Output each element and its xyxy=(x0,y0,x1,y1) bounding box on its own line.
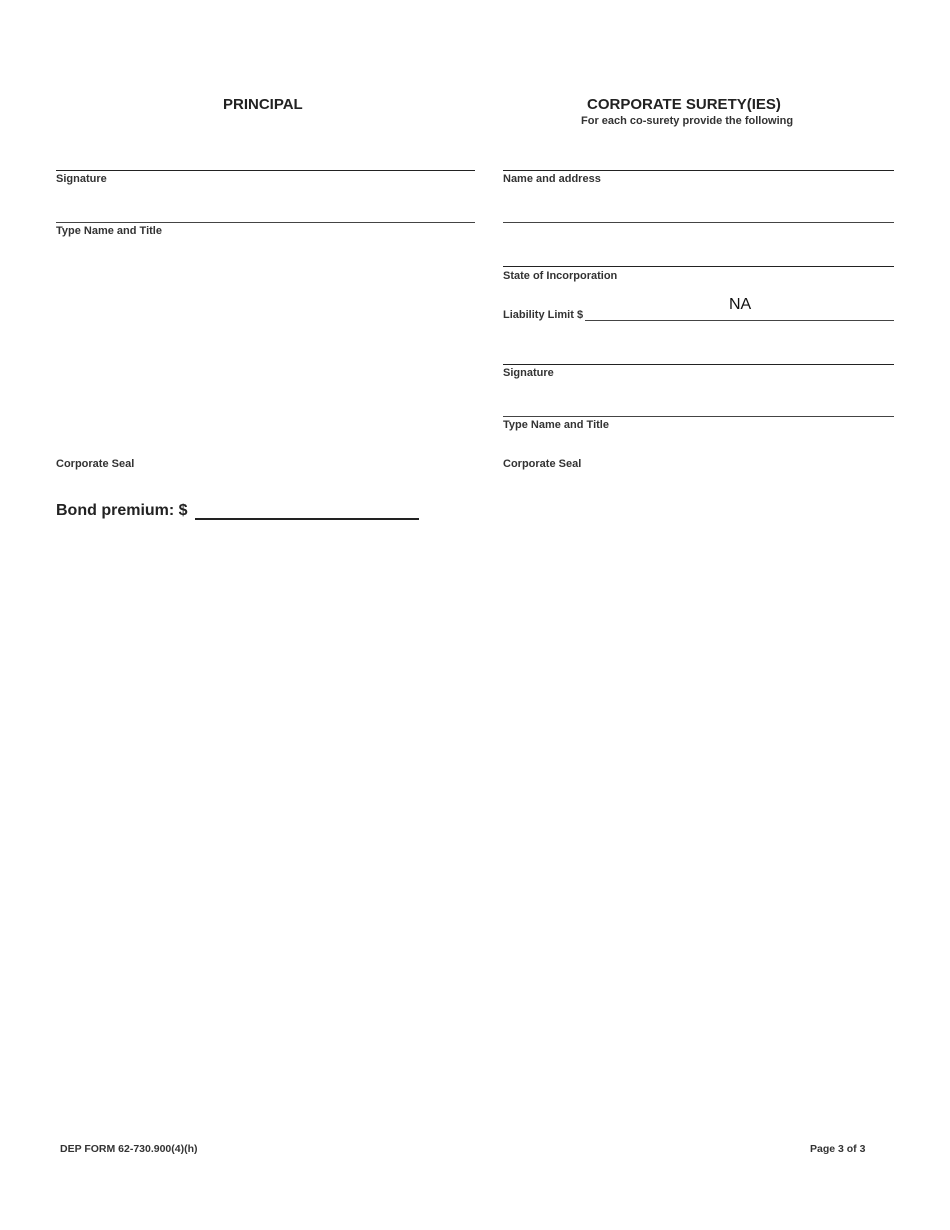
surety-liability-limit-label: Liability Limit $ xyxy=(503,309,584,321)
form-number: DEP FORM 62-730.900(4)(h) xyxy=(60,1143,198,1155)
principal-signature-line[interactable] xyxy=(56,170,475,171)
surety-state-incorporation-line[interactable] xyxy=(503,266,894,267)
surety-signature-line[interactable] xyxy=(503,364,894,365)
surety-state-incorporation-label: State of Incorporation xyxy=(503,270,618,282)
bond-premium-label: Bond premium: $ xyxy=(56,502,188,519)
principal-type-name-title-line[interactable] xyxy=(56,222,475,223)
bond-premium-line[interactable] xyxy=(195,518,419,520)
surety-address-line[interactable] xyxy=(503,222,894,223)
surety-liability-limit-line[interactable] xyxy=(585,320,894,321)
surety-type-name-title-label: Type Name and Title xyxy=(503,419,609,431)
principal-corporate-seal-label: Corporate Seal xyxy=(56,458,135,470)
surety-name-address-label: Name and address xyxy=(503,173,601,185)
principal-signature-label: Signature xyxy=(56,173,107,185)
surety-corporate-seal-label: Corporate Seal xyxy=(503,458,582,470)
surety-liability-limit-value[interactable]: NA xyxy=(729,296,752,313)
surety-type-name-title-line[interactable] xyxy=(503,416,894,417)
principal-heading: PRINCIPAL xyxy=(223,96,303,113)
surety-heading: CORPORATE SURETY(IES) xyxy=(587,96,781,113)
principal-type-name-title-label: Type Name and Title xyxy=(56,225,162,237)
surety-signature-label: Signature xyxy=(503,367,554,379)
page-number: Page 3 of 3 xyxy=(810,1143,866,1155)
surety-name-address-line[interactable] xyxy=(503,170,894,171)
surety-subheading: For each co-surety provide the following xyxy=(581,115,794,127)
